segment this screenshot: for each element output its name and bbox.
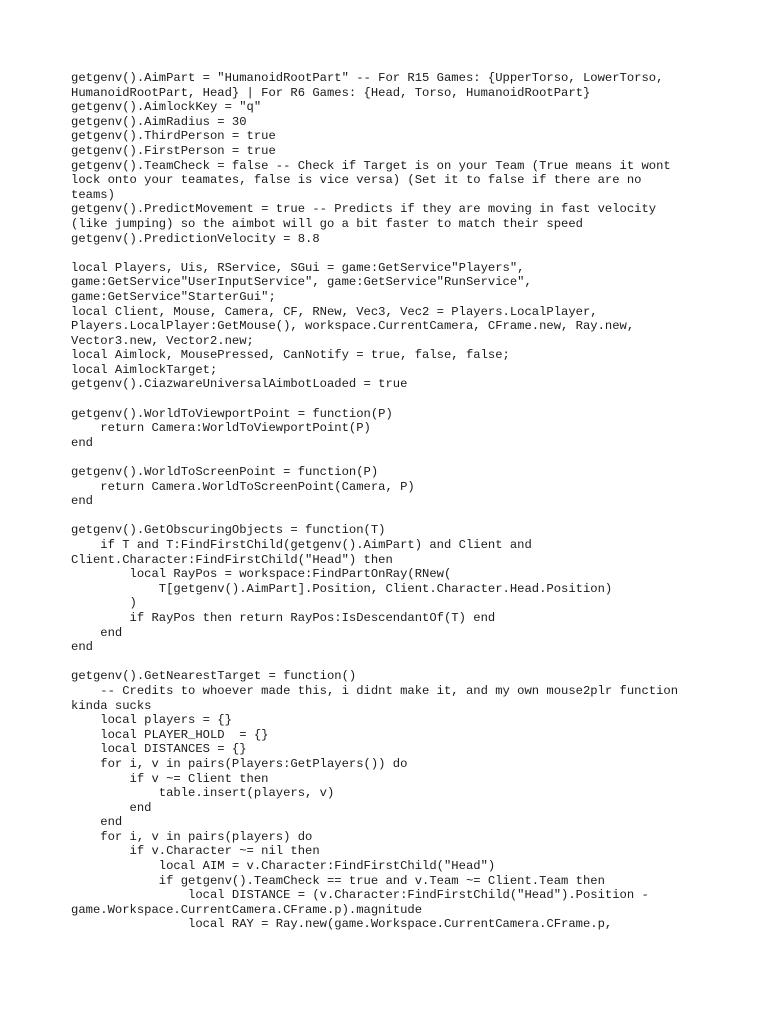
code-line: local DISTANCE = (v.Character:FindFirstChild("Head").Position - [71, 888, 649, 903]
code-line: local Players, Uis, RService, SGui = game:GetService"Players", [71, 260, 525, 275]
code-line [71, 392, 751, 407]
code-listing [71, 71, 751, 932]
code-line [71, 450, 751, 465]
code-line: Vector3.new, Vector2.new; [71, 333, 254, 348]
code-line: local players = {} [71, 713, 232, 728]
code-line: -- Credits to whoever made this, i didnt make it, and my own mouse2plr function [71, 683, 679, 698]
code-line [71, 246, 751, 261]
code-line: local AimlockTarget; [71, 362, 218, 377]
code-line: table.insert(players, v) [71, 786, 335, 801]
code-line: local RayPos = workspace:FindPartOnRay(RNew( [71, 567, 452, 582]
code-line: for i, v in pairs(players) do [71, 829, 313, 844]
code-line: Players.LocalPlayer:GetMouse(), workspace.CurrentCamera, CFrame.new, Ray.new, [71, 319, 635, 334]
code-line: getgenv().AimlockKey = "q" [71, 100, 262, 115]
code-line: local AIM = v.Character:FindFirstChild("Head") [71, 859, 496, 874]
code-line: kinda sucks [71, 698, 152, 713]
code-line: getgenv().PredictionVelocity = 8.8 [71, 231, 320, 246]
code-line [71, 509, 751, 524]
code-line: game.Workspace.CurrentCamera.CFrame.p).magnitude [71, 902, 423, 917]
code-line: teams) [71, 187, 115, 202]
code-line: getgenv().GetNearestTarget = function() [71, 669, 357, 684]
code-line: getgenv().FirstPerson = true [71, 143, 276, 158]
code-line: getgenv().CiazwareUniversalAimbotLoaded = true [71, 377, 408, 392]
code-line: getgenv().AimPart = "HumanoidRootPart" -- For R15 Games: {UpperTorso, LowerTorso, [71, 71, 664, 85]
code-line: (like jumping) so the aimbot will go a bit faster to match their speed [71, 216, 583, 231]
code-line [71, 655, 751, 670]
code-line: if getgenv().TeamCheck == true and v.Team ~= Client.Team then [71, 873, 605, 888]
code-line: getgenv().GetObscuringObjects = function(T) [71, 523, 386, 538]
code-line: if RayPos then return RayPos:IsDescendantOf(T) end [71, 610, 496, 625]
code-line: local PLAYER_HOLD = {} [71, 727, 269, 742]
code-line: end [71, 625, 123, 640]
code-line: local RAY = Ray.new(game.Workspace.CurrentCamera.CFrame.p, [71, 917, 613, 932]
code-line: local DISTANCES = {} [71, 742, 247, 757]
code-line: end [71, 435, 93, 450]
code-line: if v.Character ~= nil then [71, 844, 320, 859]
code-line: getgenv().ThirdPerson = true [71, 129, 276, 144]
code-line: game:GetService"StarterGui"; [71, 289, 276, 304]
code-line: ) [71, 596, 137, 611]
code-line: local Client, Mouse, Camera, CF, RNew, Vec3, Vec2 = Players.LocalPlayer, [71, 304, 598, 319]
code-line: end [71, 494, 93, 509]
code-line: return Camera.WorldToScreenPoint(Camera, P) [71, 479, 415, 494]
code-line: getgenv().PredictMovement = true -- Predicts if they are moving in fast velocity [71, 202, 657, 217]
code-line: getgenv().TeamCheck = false -- Check if Target is on your Team (True means it wont [71, 158, 671, 173]
code-line: getgenv().WorldToViewportPoint = function(P) [71, 406, 393, 421]
code-line: local Aimlock, MousePressed, CanNotify = true, false, false; [71, 348, 510, 363]
code-line: end [71, 640, 93, 655]
code-line: game:GetService"UserInputService", game:GetService"RunService", [71, 275, 532, 290]
code-line: end [71, 815, 123, 830]
code-line: getgenv().WorldToScreenPoint = function(P) [71, 465, 379, 480]
code-line: T[getgenv().AimPart].Position, Client.Character.Head.Position) [71, 581, 613, 596]
code-line: HumanoidRootPart, Head} | For R6 Games: {Head, Torso, HumanoidRootPart} [71, 85, 591, 100]
code-line: for i, v in pairs(Players:GetPlayers()) do [71, 756, 408, 771]
code-line: getgenv().AimRadius = 30 [71, 114, 247, 129]
code-line: return Camera:WorldToViewportPoint(P) [71, 421, 371, 436]
code-line: end [71, 800, 152, 815]
code-line: if T and T:FindFirstChild(getgenv().AimPart) and Client and [71, 538, 532, 552]
code-line: lock onto your teamates, false is vice versa) (Set it to false if there are no [71, 173, 642, 188]
code-line: if v ~= Client then [71, 771, 269, 786]
code-line: Client.Character:FindFirstChild("Head") then [71, 552, 393, 567]
